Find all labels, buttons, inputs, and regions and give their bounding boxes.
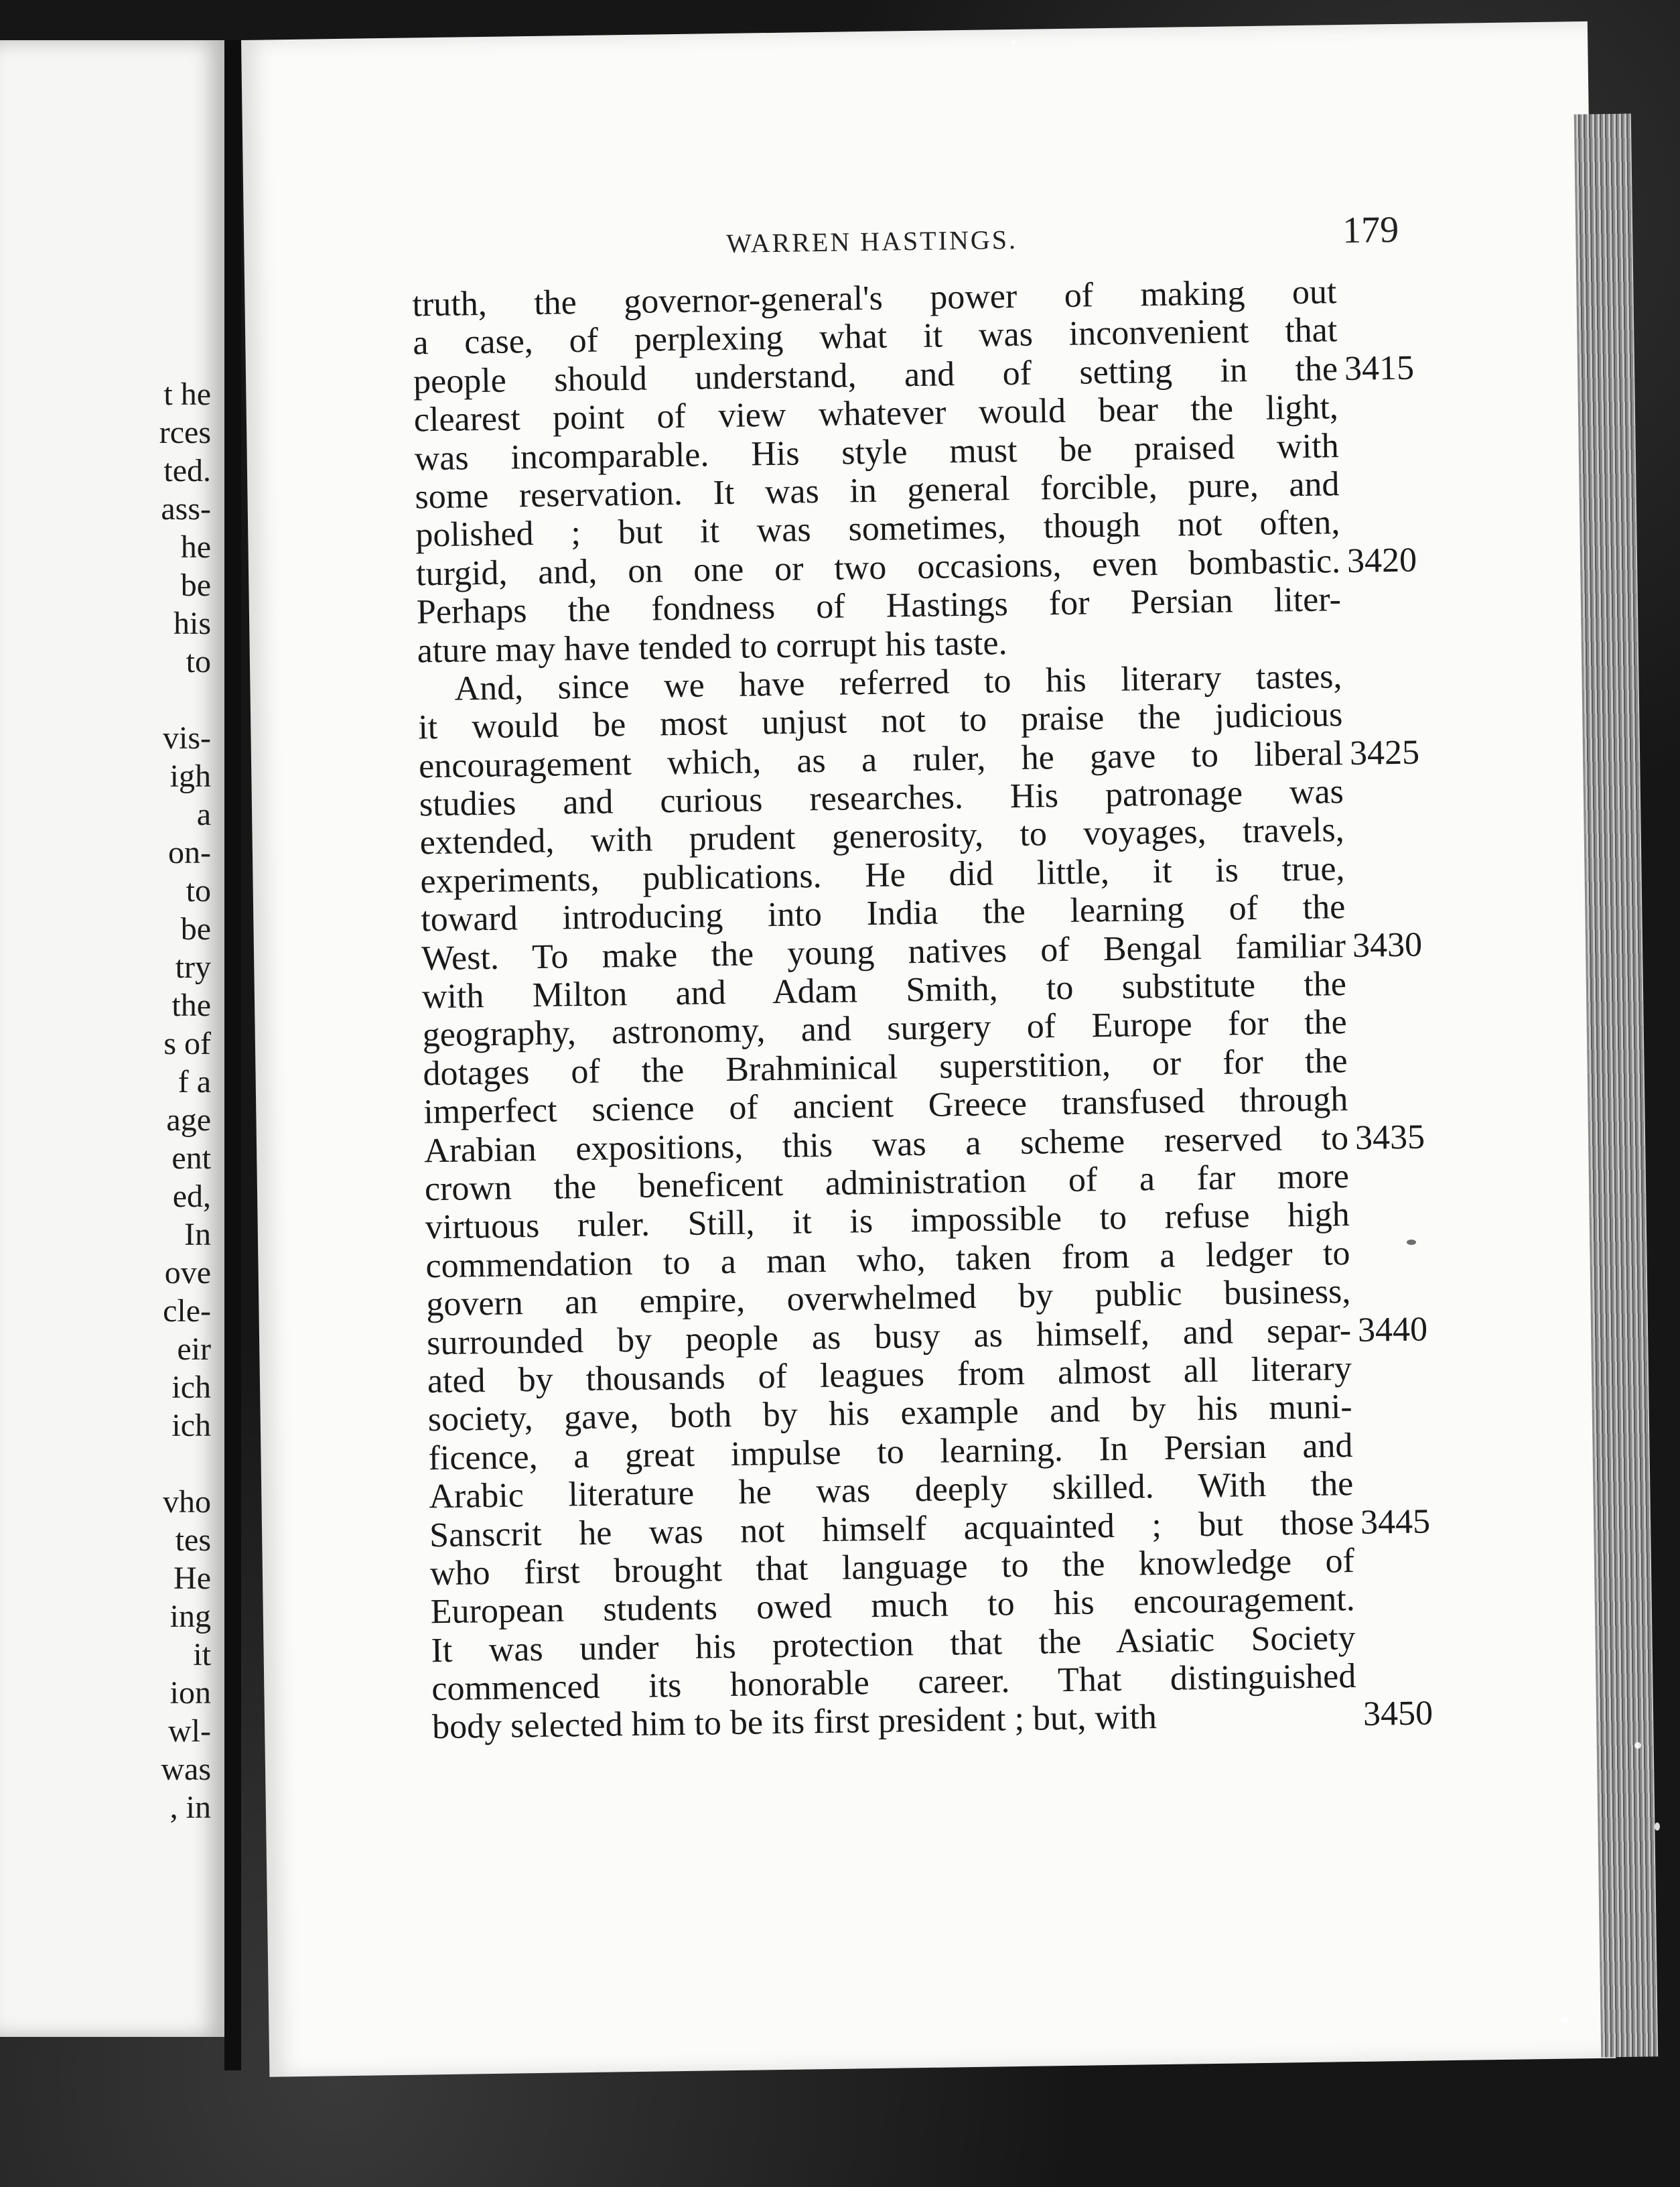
left-page-line: t he <box>163 377 211 412</box>
line-text: truth, the governor-general's power of making out <box>412 273 1337 324</box>
line-number: 3420 <box>1346 541 1417 580</box>
line-text: ficence, a great impulse to learning. In Persian and <box>428 1426 1353 1478</box>
line-text: clearest point of view whatever would bear the light, <box>413 388 1339 440</box>
line-text: crown the beneficent administration of a far more <box>424 1157 1350 1209</box>
line-number: 3430 <box>1352 925 1423 965</box>
line-text: ated by thousands of leagues from almost all literary <box>427 1349 1352 1401</box>
left-page-line: try <box>175 949 211 985</box>
line-text: geography, astronomy, and surgery of Europe for the <box>422 1003 1348 1055</box>
line-text: was incomparable. His style must be praised with <box>414 426 1340 478</box>
line-number: 3425 <box>1349 733 1420 773</box>
line-text: with Milton and Adam Smith, to substitute the <box>421 965 1347 1016</box>
left-page-line: he <box>180 529 211 565</box>
left-page-text <box>159 375 211 1827</box>
left-page-line: cle- <box>163 1293 211 1329</box>
left-page-line <box>159 681 211 719</box>
left-page-line: f a <box>178 1064 211 1100</box>
line-text: experiments, publications. He did little, it is true, <box>420 849 1345 901</box>
line-text: It was under his protection that the Asiatic Society <box>431 1618 1356 1670</box>
left-page-line: it <box>193 1637 211 1672</box>
left-page-line: s of <box>163 1026 211 1061</box>
page-number: 179 <box>1342 208 1399 252</box>
left-page-line: igh <box>169 758 211 794</box>
dust-speck <box>1655 1822 1660 1831</box>
left-page-line: eir <box>177 1331 211 1367</box>
left-page-line: In <box>184 1217 211 1252</box>
line-text: surrounded by people as busy as himself, and separ- <box>426 1311 1352 1362</box>
left-page-line: vho <box>163 1484 211 1520</box>
left-page-line: a <box>196 797 211 832</box>
left-page-line: ove <box>164 1255 211 1290</box>
left-page-line: rces <box>159 415 211 450</box>
left-page-line: on- <box>168 835 211 870</box>
line-text: commenced its honorable career. That distinguished <box>431 1657 1356 1709</box>
line-text: body selected him to be its first president ; but, with <box>431 1698 1158 1747</box>
line-number: 3440 <box>1357 1310 1428 1349</box>
body-text <box>412 273 1433 1747</box>
line-text: dotages of the Brahminical superstition, or for the <box>423 1041 1348 1094</box>
line-text: extended, with prudent generosity, to voyages, travels, <box>419 811 1345 862</box>
left-page-line <box>159 1445 211 1483</box>
line-text: a case, of perplexing what it was inconvenient that <box>412 311 1338 362</box>
left-page-line: age <box>166 1102 211 1138</box>
left-page-fragment <box>0 40 224 2037</box>
line-text: toward introducing into India the learning of the <box>420 888 1346 939</box>
line-number: 3445 <box>1360 1502 1431 1542</box>
left-page-line: his <box>173 606 211 641</box>
left-page-line: ass- <box>161 491 211 527</box>
line-text: it would be most unjust not to praise the judicious <box>417 695 1343 747</box>
dust-speck <box>1011 40 1016 44</box>
left-page-line: wl- <box>168 1713 211 1749</box>
left-page-line: ted. <box>163 453 211 488</box>
line-text: And, since we have referred to his literary tastes, <box>454 657 1342 708</box>
book-gutter <box>224 40 241 2070</box>
line-number: 3415 <box>1344 348 1415 388</box>
line-text: encouragement which, as a ruler, he gave to liberal <box>418 734 1344 786</box>
running-head: WARREN HASTINGS. <box>725 224 1018 259</box>
left-page-line: ing <box>169 1599 211 1634</box>
left-page-line: ent <box>171 1140 211 1176</box>
left-page-line: to <box>186 873 211 909</box>
line-text: turgid, and, on one or two occasions, even bombastic. <box>415 541 1341 594</box>
dust-speck <box>1407 1240 1416 1245</box>
line-text: commendation to a man who, taken from a ledger to <box>425 1234 1350 1286</box>
left-page-line: ich <box>171 1408 211 1443</box>
line-text: imperfect science of ancient Greece transfused through <box>423 1080 1348 1132</box>
line-text: Arabic literature he was deeply skilled. With the <box>428 1465 1354 1516</box>
dust-speck <box>1561 2017 1569 2023</box>
left-page-line: was <box>161 1751 211 1787</box>
line-number: 3450 <box>1362 1694 1433 1734</box>
line-text: Sanscrit he was not himself acquainted ; but those <box>429 1503 1354 1554</box>
line-text: West. To make the young natives of Bengal familiar <box>421 926 1346 978</box>
left-page-line: the <box>171 988 211 1023</box>
left-page-line: He <box>173 1561 211 1596</box>
left-page-line: to <box>186 644 211 679</box>
line-text: Perhaps the fondness of Hastings for Persian liter- <box>416 580 1342 632</box>
line-text: some reservation. It was in general forcible, pure, and <box>415 465 1340 517</box>
line-text: virtuous ruler. Still, it is impossible to refuse high <box>425 1195 1350 1247</box>
line-number: 3435 <box>1354 1118 1425 1157</box>
right-page <box>241 21 1616 2077</box>
line-text: Arabian expositions, this was a scheme reserved to <box>423 1118 1349 1170</box>
dust-speck <box>1634 1742 1641 1749</box>
line-text: govern an empire, overwhelmed by public business, <box>425 1272 1351 1324</box>
line-text: polished ; but it was sometimes, though not often, <box>415 503 1340 555</box>
left-page-line: be <box>180 568 211 603</box>
line-text: ature may have tended to corrupt his taste. <box>417 623 1007 670</box>
line-text: studies and curious researches. His patronage was <box>419 773 1344 824</box>
left-page-line: ed, <box>172 1179 211 1214</box>
line-text: society, gave, both by his example and by his muni- <box>427 1388 1353 1439</box>
left-page-line: vis- <box>163 720 211 756</box>
left-page-line: tes <box>175 1522 211 1558</box>
left-page-line: ich <box>171 1370 211 1405</box>
left-page-line: be <box>180 911 211 947</box>
line-text: who first brought that language to the knowledge of <box>429 1541 1355 1593</box>
line-text: European students owed much to his encouragement. <box>430 1580 1356 1632</box>
line-text: people should understand, and of setting in the <box>413 349 1338 401</box>
left-page-line: ion <box>169 1675 211 1711</box>
left-page-line: , in <box>169 1790 211 1825</box>
